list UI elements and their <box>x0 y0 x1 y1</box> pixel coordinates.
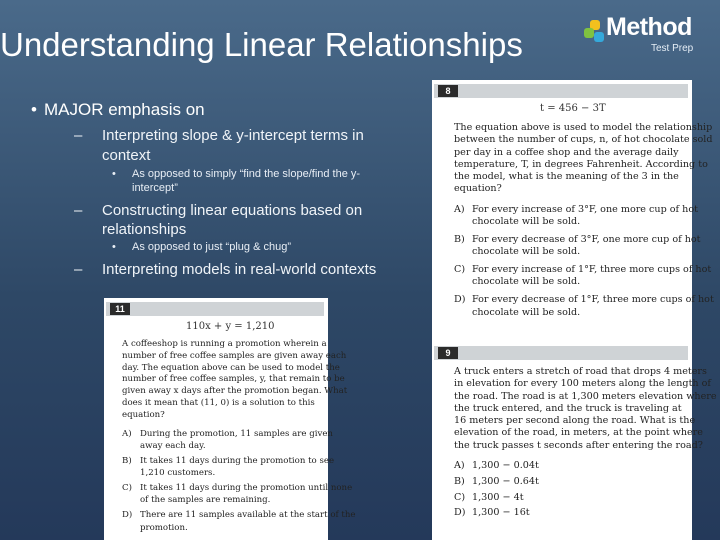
choice-text: of the samples are remaining. <box>140 495 271 506</box>
choice-letter: A) <box>122 429 132 439</box>
choice-text: 1,300 − 0.04t <box>472 460 539 471</box>
choice-text: chocolate will be sold. <box>472 306 581 318</box>
question-number: 11 <box>110 303 130 315</box>
stem-line: the road. The road is at 1,300 meters elevation where <box>454 390 717 402</box>
choice-letter: B) <box>454 475 465 487</box>
slide-title: Understanding Linear Relationships <box>0 26 523 63</box>
choice-letter: A) <box>454 460 465 471</box>
stem-line: per day in a coffee shop and the average daily <box>454 146 679 158</box>
choice-text: There are 11 samples available at the start of the <box>140 510 356 521</box>
question-number: 9 <box>438 347 458 359</box>
choice-text: For every decrease of 1°F, three more cups of hot <box>472 294 714 306</box>
question-11-stem <box>122 339 348 422</box>
choice-text: 1,300 − 16t <box>472 507 530 519</box>
question-11-choices <box>122 428 356 540</box>
question-9-panel <box>432 342 717 540</box>
choice-text: For every increase of 3°F, one more cup of hot <box>472 204 698 215</box>
choice-text: It takes 11 days during the promotion to see <box>140 456 335 467</box>
main-bullet: • MAJOR emphasis on <box>31 100 205 119</box>
choice-text: away each day. <box>140 441 206 452</box>
stem-line: number of free coffee samples are given away each <box>122 350 347 361</box>
choice-letter: A) <box>454 204 465 215</box>
stem-line: temperature, T, in degrees Fahrenheit. According to <box>454 158 708 170</box>
question-9-stem <box>454 366 717 452</box>
choice-text: 1,300 − 0.64t <box>472 475 539 487</box>
stem-line: the truck entered, and the truck is traveling at <box>454 402 682 414</box>
logo-name: Method <box>606 13 692 41</box>
method-test-prep-logo <box>584 15 704 55</box>
logo-subtitle: Test Prep <box>651 43 694 54</box>
choice-text: promotion. <box>140 522 188 533</box>
question-8-stem <box>454 122 713 196</box>
stem-line: number of free coffee samples, y, that remain to be <box>122 374 345 385</box>
question-number: 8 <box>438 85 458 97</box>
stem-line: given away x days after the promotion began. What <box>122 386 348 397</box>
stem-line: A coffeeshop is running a promotion wherein a <box>122 339 327 349</box>
question-8-choices <box>454 204 714 342</box>
choice-text: 1,210 customers. <box>140 468 216 479</box>
choice-text: chocolate will be sold. <box>472 246 581 258</box>
choice-letter: C) <box>454 264 466 276</box>
choice-text: It takes 11 days during the promotion until none <box>140 483 353 494</box>
choice-text: 1,300 − 4t <box>472 491 524 503</box>
choice-text: For every increase of 1°F, three more cups of hot <box>472 264 712 276</box>
choice-letter: D) <box>454 507 466 519</box>
choice-text: For every decrease of 3°F, one more cup of hot <box>472 234 701 246</box>
choice-text: During the promotion, 11 samples are given <box>140 429 333 439</box>
question-9-header <box>434 346 688 360</box>
choice-text: chocolate will be sold. <box>472 276 581 288</box>
stem-line: A truck enters a stretch of road that drops 4 meters <box>454 366 707 377</box>
question-11-equation: 110x + y = 1,210 <box>186 321 275 332</box>
choice-letter: D) <box>122 510 133 521</box>
question-9-choices <box>454 460 690 540</box>
question-8-equation: t = 456 − 3T <box>540 103 606 114</box>
question-11-header <box>106 302 324 316</box>
stem-line: 16 meters per second along the road. What is the <box>454 415 696 427</box>
stem-line: The equation above is used to model the relationship <box>454 122 713 133</box>
stem-line: between the number of cups, n, of hot chocolate sold <box>454 134 713 146</box>
stem-line: elevation of the road, in meters, at the point where <box>454 427 703 439</box>
choice-text: chocolate will be sold. <box>472 216 581 228</box>
choice-letter: D) <box>454 294 466 306</box>
main-bullet-text: MAJOR emphasis on <box>44 100 205 119</box>
question-8-panel <box>432 80 714 342</box>
choice-letter: C) <box>122 483 132 494</box>
stem-line: equation? <box>454 183 502 195</box>
choice-letter: B) <box>454 234 465 246</box>
stem-line: does it mean that (11, 0) is a solution to this <box>122 397 315 408</box>
stem-line: the truck passes t seconds after entering the road? <box>454 439 703 451</box>
stem-line: equation? <box>122 409 165 420</box>
question-8-header <box>434 84 688 98</box>
stem-line: in elevation for every 100 meters along the length of <box>454 378 711 390</box>
stem-line: day. The equation above can be used to model the <box>122 362 340 373</box>
choice-letter: B) <box>122 456 132 467</box>
choice-letter: C) <box>454 491 466 503</box>
question-11-panel <box>104 298 356 540</box>
stem-line: the model, what is the meaning of the 3 in the <box>454 171 679 183</box>
